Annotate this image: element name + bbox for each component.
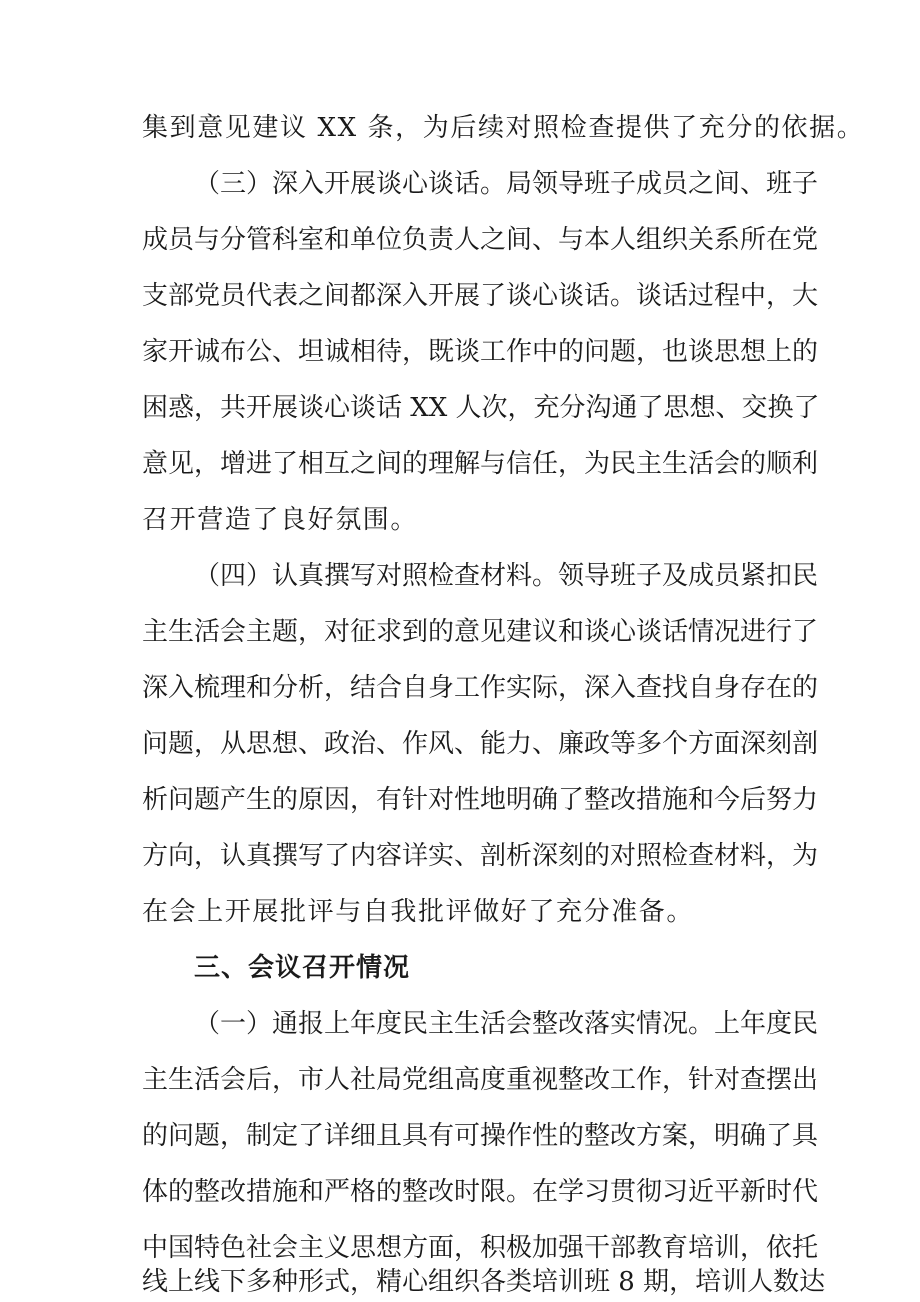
paragraph-line: 成员与分管科室和单位负责人之间、与本人组织关系所在党 xyxy=(142,225,819,255)
paragraph-line: 主生活会主题，对征求到的意见建议和谈心谈话情况进行了 xyxy=(142,617,819,647)
paragraph-line: 的问题，制定了详细且具有可操作性的整改方案，明确了具 xyxy=(142,1121,819,1151)
paragraph-line: 方向，认真撰写了内容详实、剖析深刻的对照检查材料，为 xyxy=(142,841,819,871)
section-heading: 三、会议召开情况 xyxy=(194,953,411,983)
paragraph-line: 支部党员代表之间都深入开展了谈心谈话。谈话过程中，大 xyxy=(142,281,819,311)
paragraph-line: 线上线下多种形式，精心组织各类培训班 8 期，培训人数达 xyxy=(142,1267,826,1297)
paragraph-line: 问题，从思想、政治、作风、能力、廉政等多个方面深刻剖 xyxy=(142,729,819,759)
paragraph-line: 在会上开展批评与自我批评做好了充分准备。 xyxy=(142,897,695,927)
paragraph-line: 家开诚布公、坦诚相待，既谈工作中的问题，也谈思想上的 xyxy=(142,337,819,367)
paragraph-line: 主生活会后，市人社局党组高度重视整改工作，针对查摆出 xyxy=(142,1065,819,1095)
paragraph-line: （四）认真撰写对照检查材料。领导班子及成员紧扣民 xyxy=(194,561,819,591)
paragraph-line: （一）通报上年度民主生活会整改落实情况。上年度民 xyxy=(194,1009,819,1039)
paragraph-line: 中国特色社会主义思想方面，积极加强干部教育培训，依托 xyxy=(142,1233,819,1263)
paragraph-line: 集到意见建议 XX 条，为后续对照检查提供了充分的依据。 xyxy=(142,113,865,143)
paragraph-line: 析问题产生的原因，有针对性地明确了整改措施和今后努力 xyxy=(142,785,819,815)
paragraph-line: 召开营造了良好氛围。 xyxy=(142,505,419,535)
paragraph-line: 深入梳理和分析，结合自身工作实际，深入查找自身存在的 xyxy=(142,673,819,703)
paragraph-line: 体的整改措施和严格的整改时限。在学习贯彻习近平新时代 xyxy=(142,1177,819,1207)
paragraph-line: 意见，增进了相互之间的理解与信任，为民主生活会的顺利 xyxy=(142,449,819,479)
paragraph-line: 困惑，共开展谈心谈话 XX 人次，充分沟通了思想、交换了 xyxy=(142,393,820,423)
paragraph-line: （三）深入开展谈心谈话。局领导班子成员之间、班子 xyxy=(194,169,819,199)
